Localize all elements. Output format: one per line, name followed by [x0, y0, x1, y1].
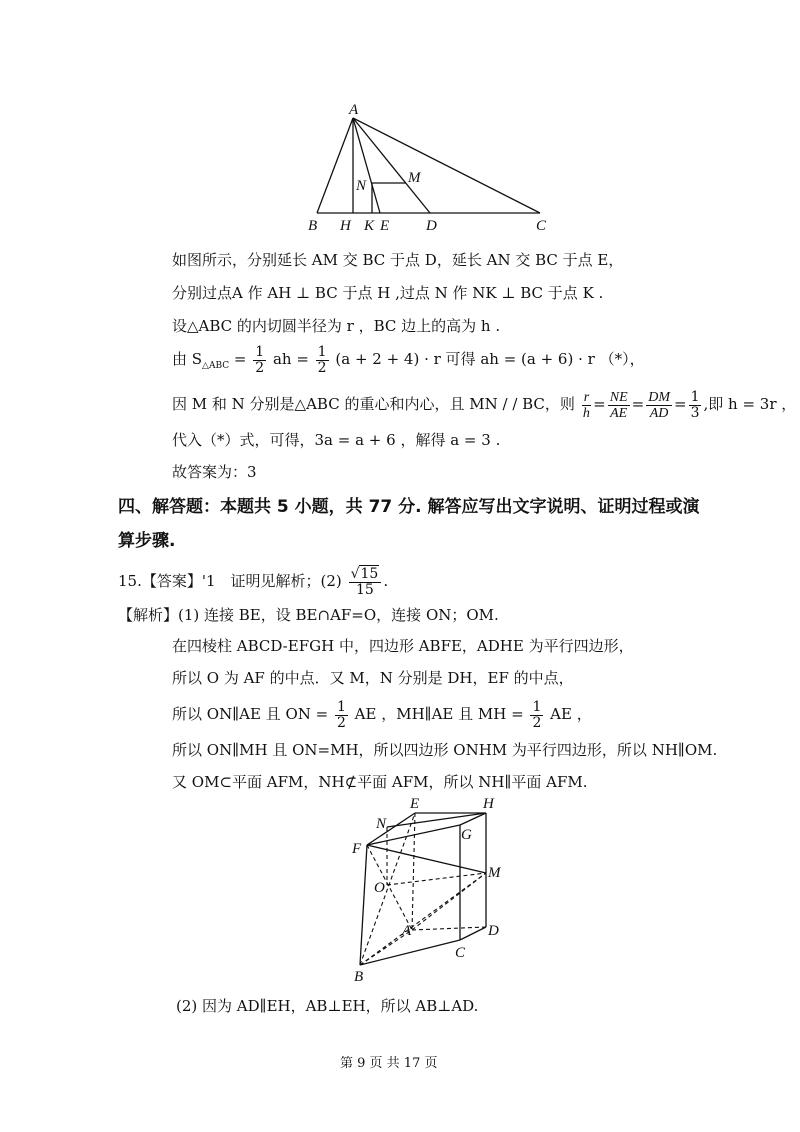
- triangle-figure: [300, 100, 560, 235]
- fraction: [689, 390, 702, 421]
- fraction: [349, 567, 382, 598]
- label-N: N: [356, 178, 367, 194]
- label-H: H: [340, 218, 351, 234]
- fraction: [316, 345, 329, 376]
- label-D: D: [426, 218, 437, 234]
- q15-answer: [118, 563, 388, 599]
- frac-den: 2: [336, 714, 346, 731]
- q15-line2: 在四棱柱 ABCD-EFGH 中，四边形 ABFE，ADHE 为平行四边形，: [172, 637, 634, 655]
- sol14-line5: 因 M 和 N 分别是△ABC 的重心和内心，且 MN / / BC，则 $\frac{r}{h}$ = $\frac{NE}{AE}$ = $\frac{DM}{AD}$ = $\frac{1}{3}$ ,即 h = 3r ，: [172, 388, 797, 421]
- q15-answer-pre: 15.【答案】'1 证明见解析；(2): [118, 572, 342, 590]
- frac-num: 1: [690, 388, 700, 405]
- sol14-line5-post: ,即 h = 3r ，: [703, 395, 797, 413]
- label-A: A: [349, 102, 359, 118]
- sol14-line4-sub: △ABC: [202, 361, 230, 371]
- fraction: [253, 345, 266, 376]
- sol14-line5-pre: 因 M 和 N 分别是△ABC 的重心和内心，且 MN / / BC，则: [172, 395, 575, 413]
- frac-den: 2: [532, 714, 542, 731]
- q15-line5: 所以 ON∥MH 且 ON=MH，所以四边形 ONHM 为平行四边形，所以 NH∥OM.: [172, 741, 718, 759]
- q15-line4-c: AE ，: [550, 705, 592, 723]
- frac-den: AE: [610, 405, 628, 421]
- frac-num: √15: [349, 567, 382, 583]
- frac-den: 15: [356, 581, 374, 598]
- sol14-line6: 代入（*）式，可得，3a = a + 6 ，解得 a = 3 .: [172, 431, 501, 449]
- frac-den: 2: [317, 359, 327, 376]
- frac-num: r: [583, 389, 590, 405]
- label-M: M: [488, 865, 501, 881]
- sol14-line4-eq: =: [229, 350, 252, 368]
- prism-figure: [340, 795, 520, 985]
- sol14-line1: 如图所示，分别延长 AM 交 BC 于点 D，延长 AN 交 BC 于点 E，: [172, 251, 624, 269]
- sol14-line7: 故答案为：3: [172, 463, 257, 481]
- label-D: D: [488, 923, 499, 939]
- frac-num: 1: [532, 698, 542, 715]
- frac-num: 1: [255, 343, 265, 360]
- q15-line4: [172, 696, 592, 732]
- sol14-line4-post: (a + 2 + 4) · r 可得 ah = (a + 6) · r （*），: [335, 350, 645, 368]
- label-G: G: [461, 827, 472, 843]
- frac-num: DM: [648, 389, 670, 405]
- q15-line6: 又 OM⊂平面 AFM，NH⊄平面 AFM，所以 NH∥平面 AFM.: [172, 773, 588, 791]
- q15-line4-b: AE ，MH∥AE 且 MH =: [354, 705, 529, 723]
- label-B: B: [354, 969, 364, 985]
- label-H: H: [483, 796, 494, 812]
- fraction: [608, 390, 630, 421]
- fraction: [582, 390, 591, 421]
- frac-den: 3: [690, 404, 700, 421]
- sol14-line4: [172, 342, 645, 383]
- fraction: [530, 700, 543, 731]
- label-B: B: [308, 218, 318, 234]
- q15-answer-post: .: [383, 572, 389, 590]
- label-E: E: [380, 218, 390, 234]
- sol14-line4-pre: 由 S: [172, 350, 203, 368]
- label-M: M: [408, 170, 421, 186]
- sol14-line2: 分别过点A 作 AH ⊥ BC 于点 H ,过点 N 作 NK ⊥ BC 于点 K .: [172, 284, 604, 302]
- label-O: O: [374, 880, 385, 896]
- frac-num: 1: [317, 343, 327, 360]
- sol14-line3: 设△ABC 的内切圆半径为 r ，BC 边上的高为 h .: [172, 317, 501, 335]
- label-K: K: [364, 218, 375, 234]
- q15-line1: 【解析】(1) 连接 BE，设 BE∩AF=O，连接 ON；OM.: [118, 606, 499, 624]
- frac-den: AD: [649, 405, 669, 421]
- q15-line3: 所以 O 为 AF 的中点．又 M，N 分别是 DH，EF 的中点，: [172, 669, 574, 687]
- fraction: [335, 700, 348, 731]
- frac-den: h: [582, 405, 590, 421]
- label-E: E: [410, 796, 420, 812]
- frac-num: 1: [336, 698, 346, 715]
- section-title-line2: 算步骤.: [118, 531, 176, 551]
- fraction: [646, 390, 672, 421]
- label-F: F: [352, 841, 362, 857]
- sqrt-radicand: 15: [360, 565, 379, 582]
- label-C: C: [455, 945, 466, 961]
- frac-den: 2: [255, 359, 265, 376]
- label-N: N: [376, 816, 387, 832]
- label-C: C: [536, 218, 547, 234]
- q15-line7: (2) 因为 AD∥EH，AB⊥EH，所以 AB⊥AD.: [176, 997, 479, 1015]
- q15-line4-a: 所以 ON∥AE 且 ON =: [172, 705, 333, 723]
- page-footer: 第 9 页 共 17 页: [340, 1056, 438, 1071]
- frac-num: NE: [609, 389, 628, 405]
- sol14-line4-mid: ah =: [272, 350, 314, 368]
- label-A: A: [402, 923, 412, 939]
- section-title-line1: 四、解答题：本题共 5 小题，共 77 分. 解答应写出文字说明、证明过程或演: [118, 497, 700, 517]
